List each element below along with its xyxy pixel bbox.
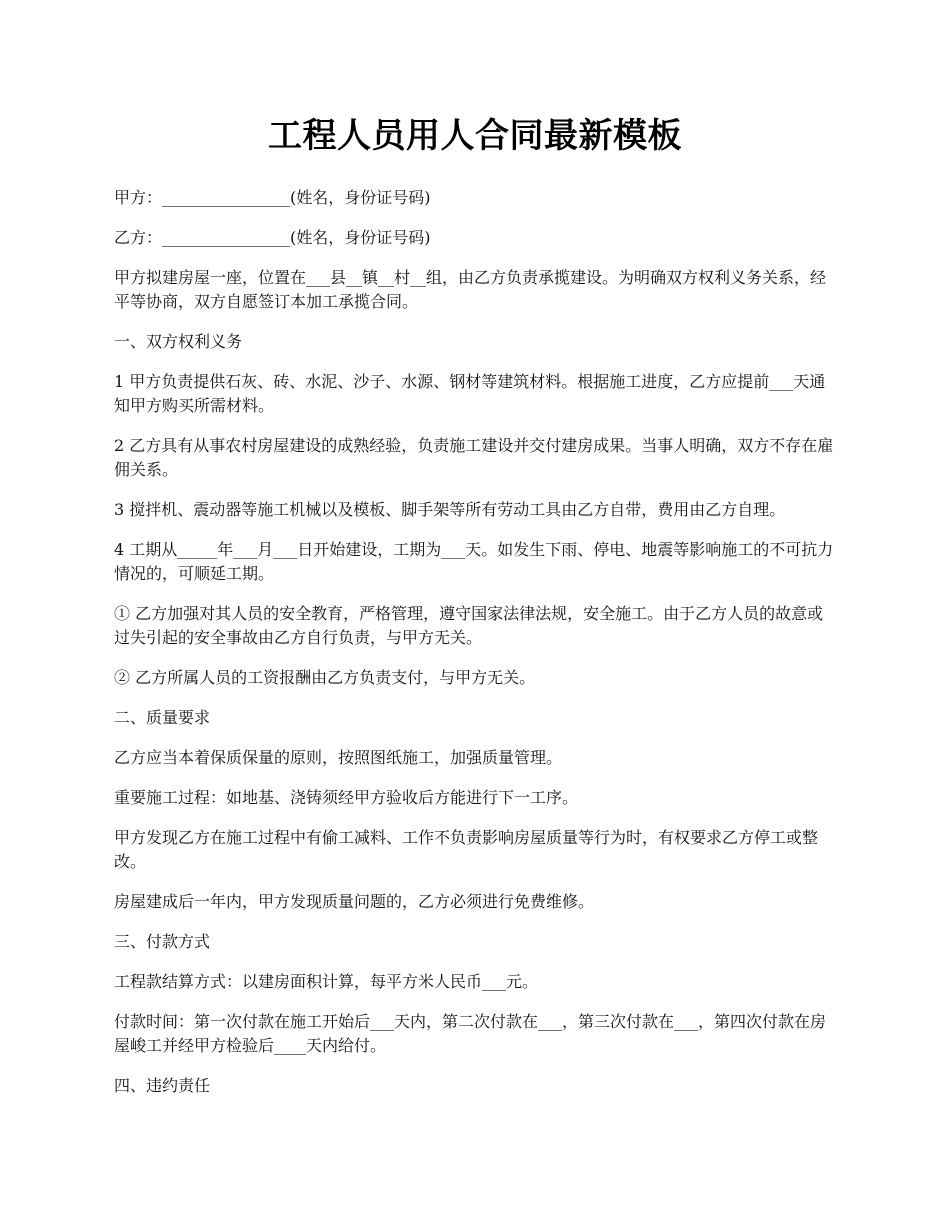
quality-warranty: 房屋建成后一年内，甲方发现质量问题的，乙方必须进行免费维修。	[114, 892, 595, 911]
payment-settlement: 工程款结算方式：以建房面积计算，每平方米人民币___元。	[114, 972, 539, 991]
party-b-line: 乙方：________________(姓名，身份证号码)	[114, 228, 431, 247]
section-heading-quality: 二、质量要求	[114, 708, 211, 727]
clause-1: 1 甲方负责提供石灰、砖、水泥、沙子、水源、钢材等建筑材料。根据施工进度，乙方应提前___天通知甲方购买所需材料。	[114, 372, 826, 415]
section-heading-breach: 四、违约责任	[114, 1076, 211, 1095]
section-heading-rights: 一、双方权利义务	[114, 332, 243, 351]
quality-rectification: 甲方发现乙方在施工过程中有偷工减料、工作不负责影响房屋质量等行为时，有权要求乙方停工或整改。	[114, 828, 819, 871]
clause-2: 2 乙方具有从事农村房屋建设的成熟经验，负责施工建设并交付建房成果。当事人明确，双方不存在雇佣关系。	[114, 436, 834, 479]
section-heading-payment: 三、付款方式	[114, 932, 211, 951]
party-a-line: 甲方：________________(姓名，身份证号码)	[114, 188, 431, 207]
document-body	[114, 186, 836, 1098]
clause-4: 4 工期从_____年___月___日开始建设，工期为___天。如发生下雨、停电、地震等影响施工的不可抗力情况的，可顺延工期。	[114, 540, 834, 583]
document-title: 工程人员用人合同最新模板	[268, 116, 682, 156]
quality-key-process: 重要施工过程：如地基、浇铸须经甲方验收后方能进行下一工序。	[114, 788, 579, 807]
clause-wages: ② 乙方所属人员的工资报酬由乙方负责支付，与甲方无关。	[114, 668, 536, 687]
quality-principle: 乙方应当本着保质保量的原则，按照图纸施工，加强质量管理。	[114, 748, 563, 767]
clause-3: 3 搅拌机、震动器等施工机械以及模板、脚手架等所有劳动工具由乙方自带，费用由乙方自理。	[114, 500, 786, 519]
intro-paragraph: 甲方拟建房屋一座，位置在___县__镇__村__组，由乙方负责承揽建设。为明确双方权利义务关系，经平等协商，双方自愿签订本加工承揽合同。	[114, 268, 827, 311]
clause-safety: ① 乙方加强对其人员的安全教育，严格管理，遵守国家法律法规，安全施工。由于乙方人员的故意或过失引起的安全事故由乙方自行负责，与甲方无关。	[114, 604, 824, 647]
payment-schedule: 付款时间：第一次付款在施工开始后___天内，第二次付款在___，第三次付款在___，第四次付款在房屋峻工并经甲方检验后____天内给付。	[114, 1012, 827, 1055]
